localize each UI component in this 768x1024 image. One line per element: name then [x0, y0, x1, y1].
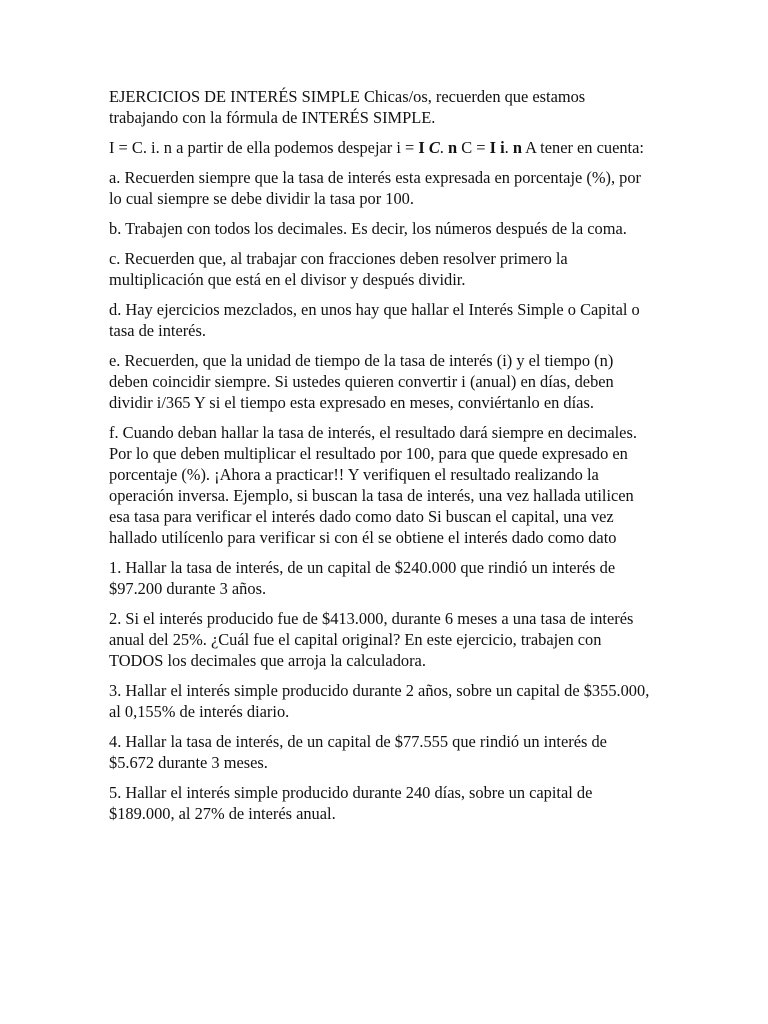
formula-text-start: I = C. i. n a partir de ella podemos despejar i = — [109, 138, 419, 157]
formula-dot-1: . — [439, 138, 448, 157]
formula-symbol-n-2: n — [512, 138, 522, 157]
formula-text-mid: C = — [457, 138, 490, 157]
note-a: a. Recuerden siempre que la tasa de interés esta expresada en porcentaje (%), por lo cual siempre se debe dividir la tasa por 100. — [109, 168, 641, 208]
note-b: b. Trabajen con todos los decimales. Es decir, los números después de la coma. — [109, 219, 627, 238]
note-c: c. Recuerden que, al trabajar con fracciones deben resolver primero la multiplicación que está en el divisor y después dividir. — [109, 249, 568, 289]
exercise-3: 3. Hallar el interés simple producido durante 2 años, sobre un capital de $355.000, al 0,155% de interés diario. — [109, 681, 650, 721]
exercise-4: 4. Hallar la tasa de interés, de un capital de $77.555 que rindió un interés de $5.672 durante 3 meses. — [109, 732, 607, 772]
formula-symbol-I: I — [418, 138, 425, 157]
note-f: f. Cuando deban hallar la tasa de interés, el resultado dará siempre en decimales. Por lo que deben multiplicar el resultado por 100, para que quede expresado en porcentaje (%). ¡Ahora a practicar!! Y verifiquen el resultado realizando la operación inversa. Ejemplo, si buscan la tasa de interés, una vez hallada utilicen esa tasa para verificar el interés dado como dato Si buscan el capital, una vez hallado utilícenlo para verificar si con él se obtiene el interés dado como dato — [109, 423, 637, 547]
formula-paragraph — [109, 137, 654, 158]
formula-symbol-C: C — [428, 138, 440, 157]
formula-symbol-I-i: I i — [489, 138, 505, 157]
exercise-2: 2. Si el interés producido fue de $413.000, durante 6 meses a una tasa de interés anual del 25%. ¿Cuál fue el capital original? En este ejercicio, trabajen con TODOS los decimales que arroja la calculadora. — [109, 609, 634, 670]
intro-paragraph: EJERCICIOS DE INTERÉS SIMPLE Chicas/os, recuerden que estamos trabajando con la fórmula de INTERÉS SIMPLE. — [109, 87, 586, 127]
exercise-5: 5. Hallar el interés simple producido durante 240 días, sobre un capital de $189.000, al 27% de interés anual. — [109, 783, 593, 823]
formula-text-tail: A tener en cuenta: — [521, 138, 644, 157]
document-page — [109, 86, 654, 833]
exercise-1: 1. Hallar la tasa de interés, de un capital de $240.000 que rindió un interés de $97.200 durante 3 años. — [109, 558, 616, 598]
formula-symbol-n-1: n — [447, 138, 458, 157]
note-d: d. Hay ejercicios mezclados, en unos hay que hallar el Interés Simple o Capital o tasa de interés. — [109, 300, 640, 340]
formula-dot-2: . — [504, 138, 513, 157]
note-e: e. Recuerden, que la unidad de tiempo de la tasa de interés (i) y el tiempo (n) deben coincidir siempre. Si ustedes quieren convertir i (anual) en días, deben dividir i/365 Y si el tiempo esta expresado en meses, conviértanlo en días. — [109, 351, 614, 412]
